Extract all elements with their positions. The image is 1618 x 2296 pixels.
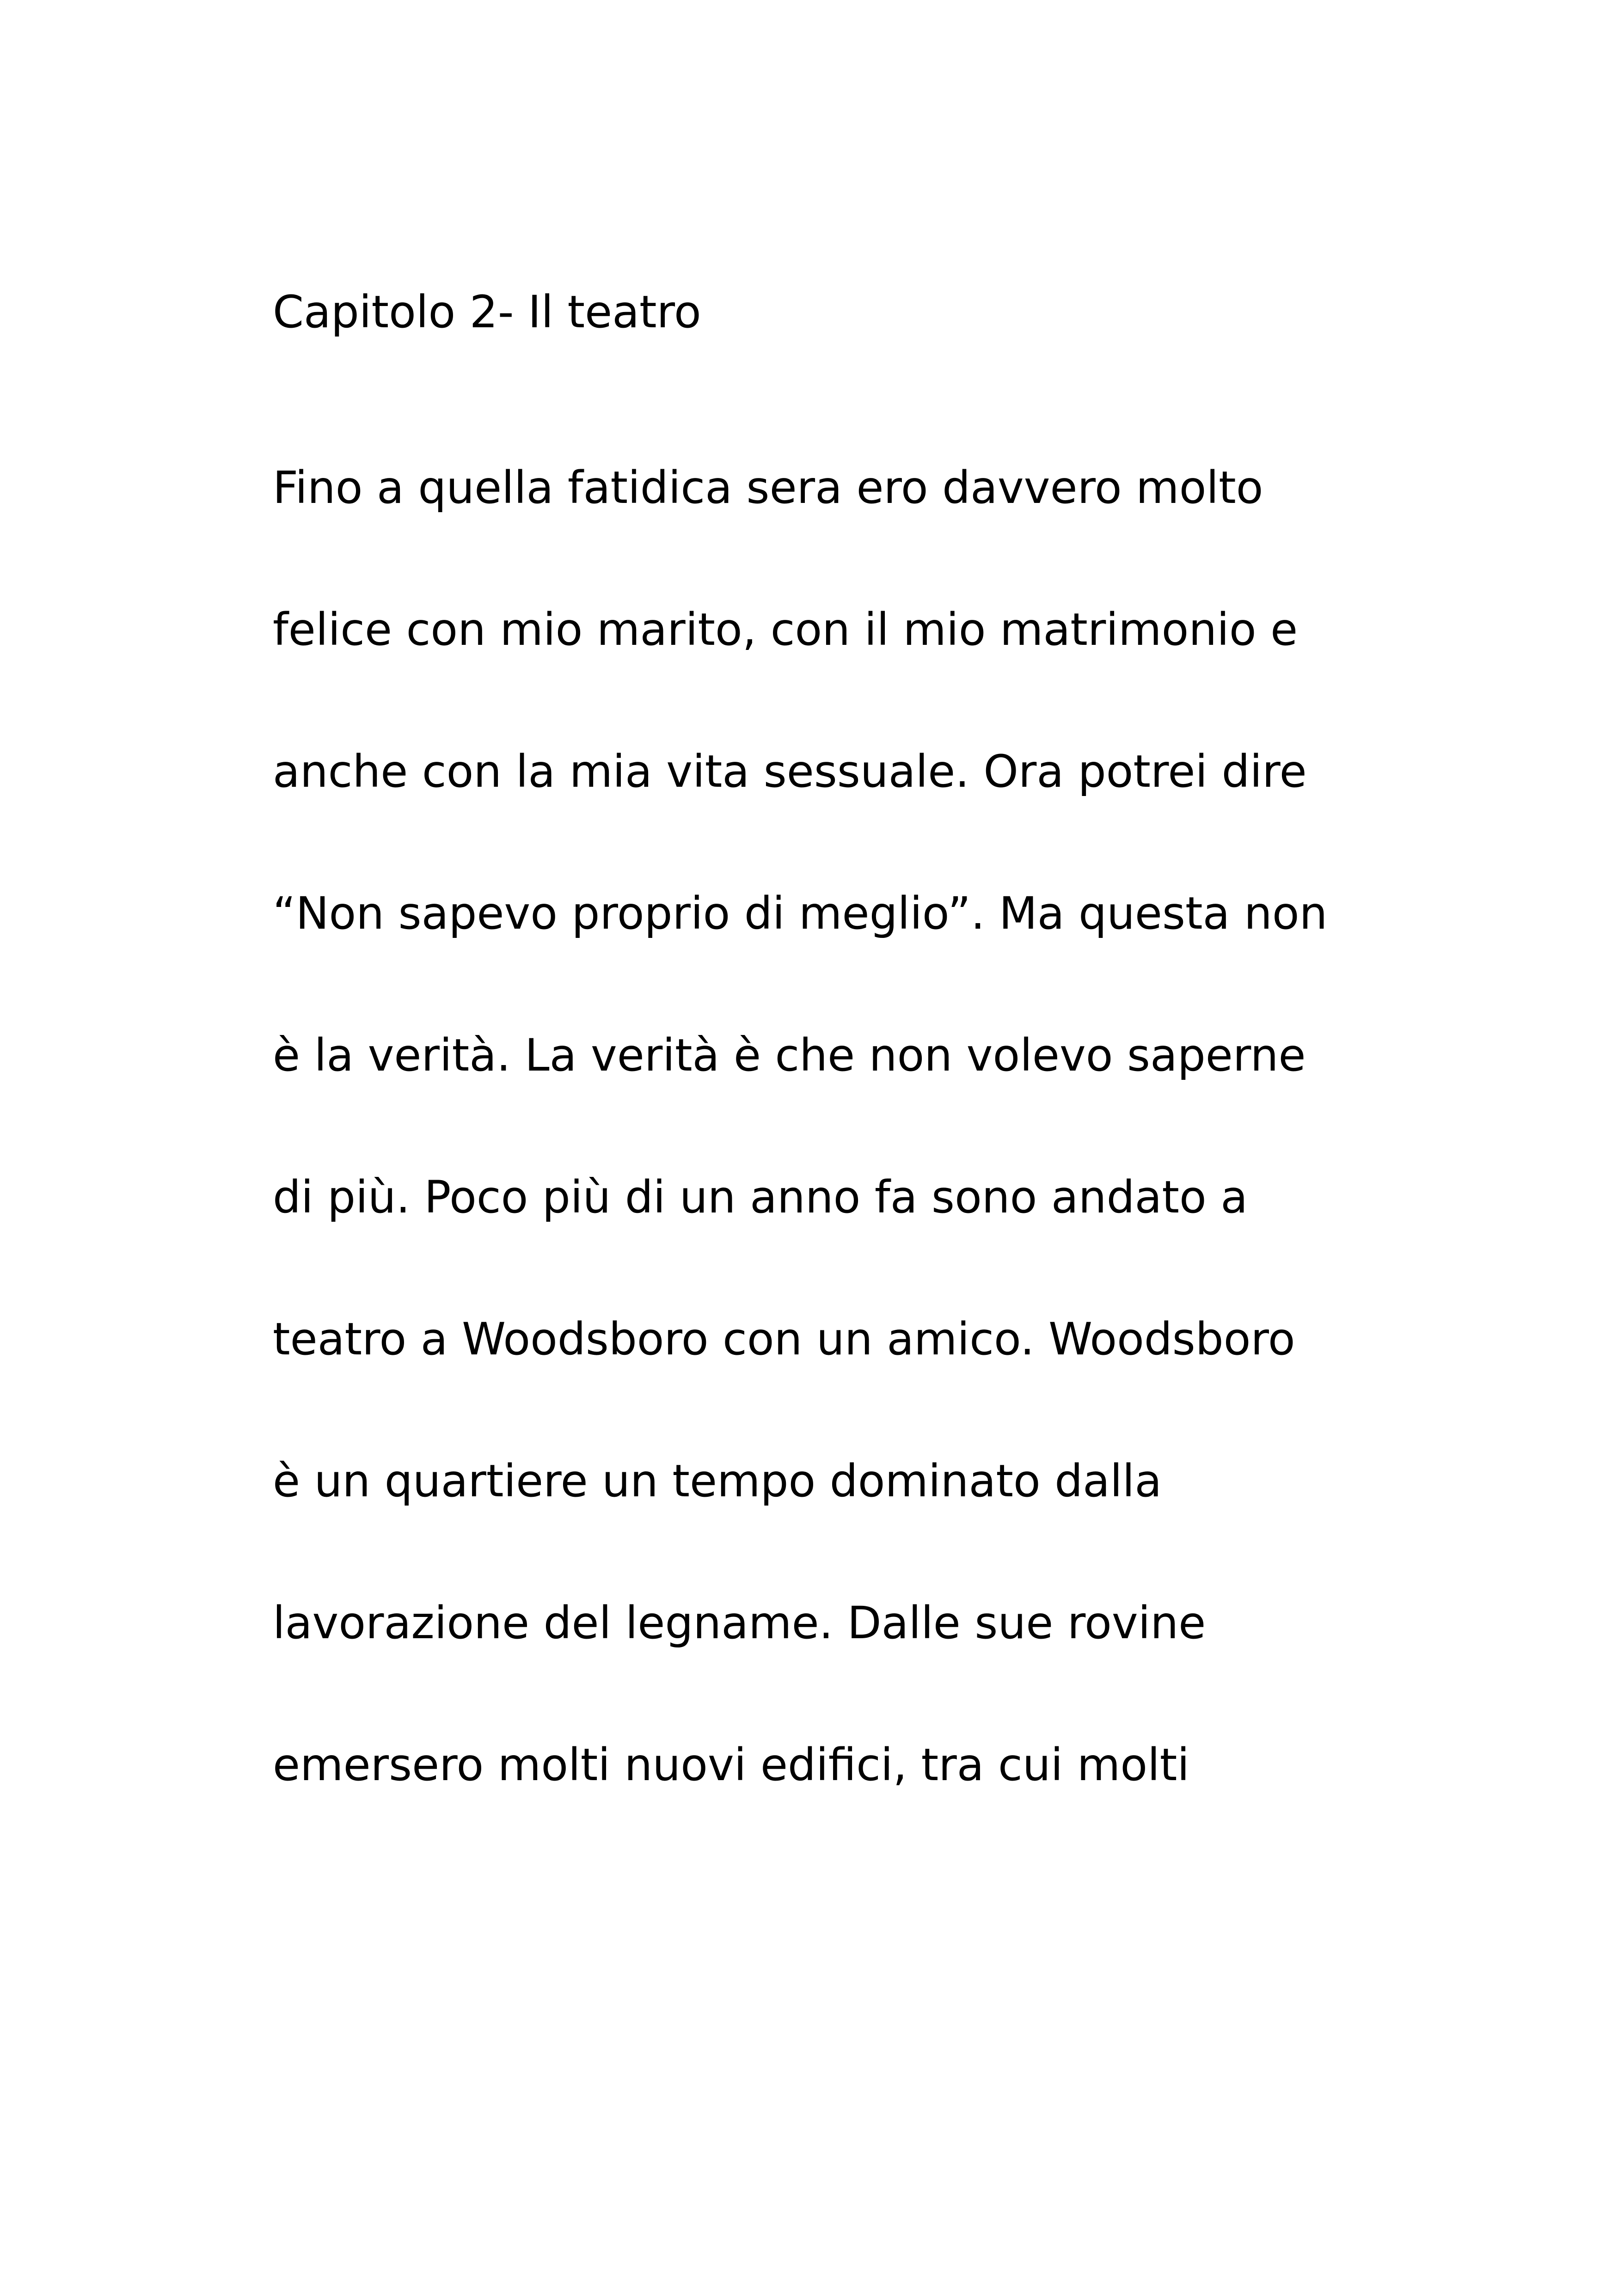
- text-line: anche con la mia vita sessuale. Ora potrei dire: [273, 746, 1307, 797]
- text-line: emersero molti nuovi edifici, tra cui molti: [273, 1739, 1190, 1791]
- text-line: “Non sapevo proprio di meglio”. Ma questa non: [273, 888, 1328, 939]
- chapter-title: Capitolo 2- Il teatro: [273, 286, 701, 338]
- text-line: felice con mio marito, con il mio matrimonio e: [273, 604, 1298, 655]
- text-line: è la verità. La verità è che non volevo saperne: [273, 1029, 1306, 1081]
- text-line: di più. Poco più di un anno fa sono andato a: [273, 1171, 1248, 1223]
- text-line: Fino a quella fatidica sera ero davvero molto: [273, 462, 1263, 514]
- body-text: [273, 458, 1521, 1877]
- text-line: teatro a Woodsboro con un amico. Woodsboro: [273, 1313, 1295, 1365]
- text-line: lavorazione del legname. Dalle sue rovine: [273, 1597, 1206, 1649]
- text-line: è un quartiere un tempo dominato dalla: [273, 1455, 1162, 1507]
